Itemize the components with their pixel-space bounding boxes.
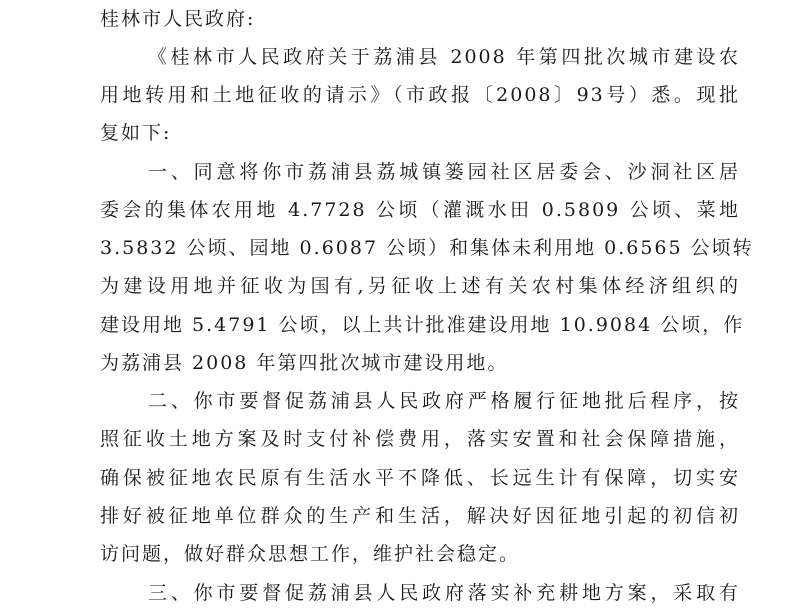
- paragraph-1-line: 委会的集体农用地 4.7728 公顷（灌溉水田 0.5809 公顷、菜地: [100, 199, 740, 221]
- body-line: 《桂林市人民政府关于荔浦县 2008 年第四批次城市建设农: [148, 46, 740, 68]
- paragraph-1-line: 一、同意将你市荔浦县荔城镇篓园社区居委会、沙洞社区居: [148, 161, 740, 183]
- paragraph-2-line: 确保被征地农民原有生活水平不降低、长远生计有保障，切实安: [100, 467, 740, 489]
- paragraph-2-line: 照征收土地方案及时支付补偿费用，落实安置和社会保障措施，: [100, 428, 740, 450]
- paragraph-1-line: 建设用地 5.4791 公顷，以上共计批准建设用地 10.9084 公顷，作: [100, 314, 745, 336]
- paragraph-2-line: 二、你市要督促荔浦县人民政府严格履行征地批后程序，按: [148, 390, 740, 412]
- paragraph-1-line: 为荔浦县 2008 年第四批次城市建设用地。: [100, 352, 509, 374]
- body-line: 复如下:: [100, 122, 172, 144]
- paragraph-2-line: 排好被征地单位群众的生产和生活，解决好因征地引起的初信初: [100, 505, 740, 527]
- paragraph-2-line: 访问题，做好群众思想工作，维护社会稳定。: [100, 543, 521, 565]
- body-line: 用地转用和土地征收的请示》（市政报〔2008〕93号）悉。现批: [100, 84, 740, 106]
- paragraph-1-line: 3.5832 公顷、园地 0.6087 公顷）和集体未利用地 0.6565 公顷转: [100, 237, 754, 259]
- addressee-line: 桂林市人民政府:: [100, 8, 256, 30]
- paragraph-3-line: 三、你市要督促荔浦县人民政府落实补充耕地方案，采取有: [148, 582, 740, 604]
- paragraph-1-line: 为建设用地并征收为国有,另征收上述有关农村集体经济组织的: [100, 275, 740, 297]
